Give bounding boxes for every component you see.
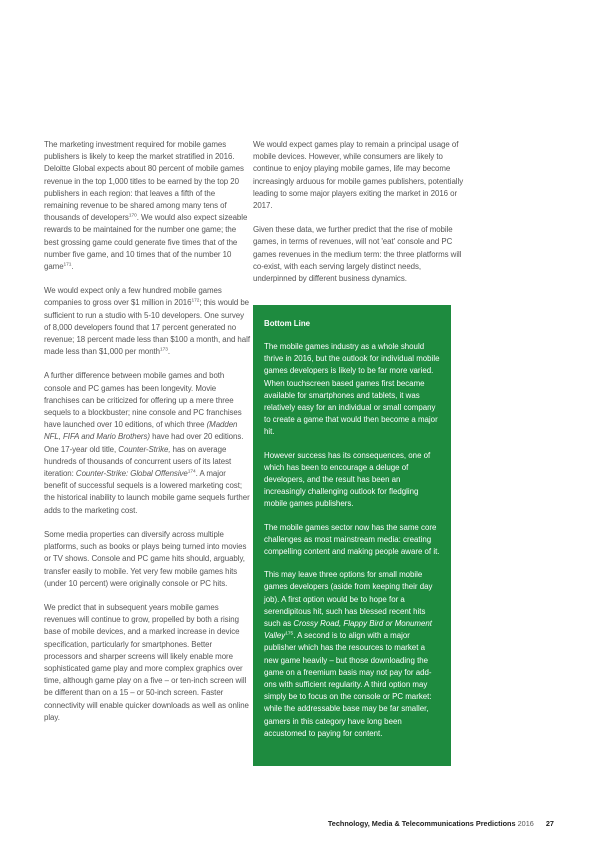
paragraph-media-properties: Some media properties can diversify across multiple platforms, such as books or plays being turned into movies or TV shows. Console and PC game hits should, arguably, transfer easily to mobile. Yet very few mobile games hits (under 10 percent) were originally console or PC hits.	[44, 529, 247, 588]
paragraph-given-data: Given these data, we further predict that the rise of mobile games, in terms of revenues, will not 'eat' console and PC games revenues in the medium term: the three platforms will co-exist, with each serving largely distinct needs, underpinned by different business dynamics.	[253, 225, 462, 284]
paragraph-games-play: We would expect games play to remain a principal usage of mobile devices. However, while consumers are likely to continue to enjoy playing mobile games, life may become increasingly arduous for mobile games publishers, potentially leading to some major players exiting the market in 2016 or 2017.	[253, 140, 464, 211]
bottom-line-paragraph: The mobile games industry as a whole should thrive in 2016, but the outlook for individual mobile games developers is likely to be far more varied. When touchscreen based games first became available for smartphones and tablets, it was relatively easy for an individual or small company to create a game that would then become a major hit.	[264, 342, 440, 437]
left-column	[44, 139, 250, 736]
bottom-line-paragraph: The mobile games sector now has the same core challenges as most mainstream media: creating compelling content and making people aware of it.	[264, 522, 440, 557]
footnote-ref[interactable]: 171	[63, 262, 72, 268]
text: . A second is to align with a major publisher which has the resources to market a new game heavily – but those downloading the game on a freemium basis may not pay for add-ons with sufficient regularity. A third option may simply be to focus on the console or PC market: while the addressable base may be far smaller, gamers in this category have long been accustomed to paying for content.	[264, 631, 432, 738]
page-number: 27	[545, 819, 554, 828]
paragraph-prediction-growth: We predict that in subsequent years mobile games revenues will continue to grow, propelled by both a rising base of mobile devices, and a marked increase in device specification, particularly for smartphones. Better processors and sharper screens will likely enable more sophisticated game play and more complex graphics over time, although game play on a five – or ten-inch screen will be different than on a 15 – or 50-inch screen. Faster connectivity will enable quicker downloads as well as online play.	[44, 602, 249, 722]
italic-text: Crossy Road, Flappy Bird or Monument Valley	[264, 619, 432, 641]
page-footer	[328, 819, 554, 828]
italic-text: Counter-Strike,	[118, 444, 171, 454]
text: The marketing investment required for mobile games publishers is likely to keep the market stratified in 2016. Deloitte Global expects about 80 percent of mobile games revenue in the top 1,000 titles to be earned by the top 20 publishers in each region: that leaves a fifth of the remaining revenue to be shared among many tens of thousands of developers	[44, 140, 244, 223]
text: .	[167, 347, 171, 357]
footnote-ref[interactable]: 175	[285, 631, 294, 637]
paragraph-market-stratification	[44, 139, 250, 273]
italic-text: Counter-Strike: Global Offensive	[75, 469, 188, 479]
paragraph-longevity	[44, 370, 250, 516]
text: .	[71, 262, 74, 272]
bottom-line-paragraph	[264, 569, 440, 740]
text: ; this would be sufficient to run a studio with 5-10 developers. One survey of 8,000 developers found that 17 percent generated no revenue; 18 percent made less than $100 a month, and half made less than $1,000 per month	[44, 298, 250, 357]
text: We would expect only a few hundred mobile games companies to gross over $1 million in 2016	[44, 286, 222, 308]
right-column	[253, 139, 465, 297]
bottom-line-paragraph: However success has its consequences, one of which has been to encourage a deluge of developers, and the result has been an increasingly challenging outlook for fledgling mobile games publishers.	[264, 450, 431, 509]
text: A further difference between mobile games and both console and PC games has been longevity. Movie franchises can be criticized for offering up a mere three sequels to a blockbuster; nine console and PC franchises have launched over 10 editions, of which three	[44, 371, 242, 430]
text: . A major benefit of successful sequels is a lowered marketing cost; the historical inability to launch mobile game sequels further adds to the marketing cost.	[44, 469, 250, 515]
publication-year: 2016	[517, 819, 534, 828]
bottom-line-title: Bottom Line	[264, 319, 311, 328]
footnote-ref[interactable]: 173	[160, 347, 168, 353]
bottom-line-box	[253, 305, 451, 766]
footnote-ref[interactable]: 170	[128, 213, 137, 219]
footnote-ref[interactable]: 174	[187, 469, 196, 475]
publication-title: Technology, Media & Telecommunications Predictions	[327, 819, 516, 828]
text: This may leave three options for small mobile games developers (aside from keeping their day job). A first option would be to hope for a serendipitous hit, such has blessed recent hits such as	[264, 570, 433, 629]
text: . We would also expect sizeable rewards to be maintained for the number one game; the best grossing game could generate five times that of the number five game, and 10 times that of the number 10 game	[44, 213, 248, 272]
paragraph-companies-gross	[44, 285, 250, 358]
text: have had over 20 editions. One 17-year old title,	[44, 432, 244, 454]
footnote-ref[interactable]: 172	[191, 298, 200, 304]
italic-text: (Madden NFL, FIFA and Mario Brothers)	[44, 420, 238, 442]
text: has on average hundreds of thousands of concurrent users of its latest iteration:	[44, 444, 232, 479]
